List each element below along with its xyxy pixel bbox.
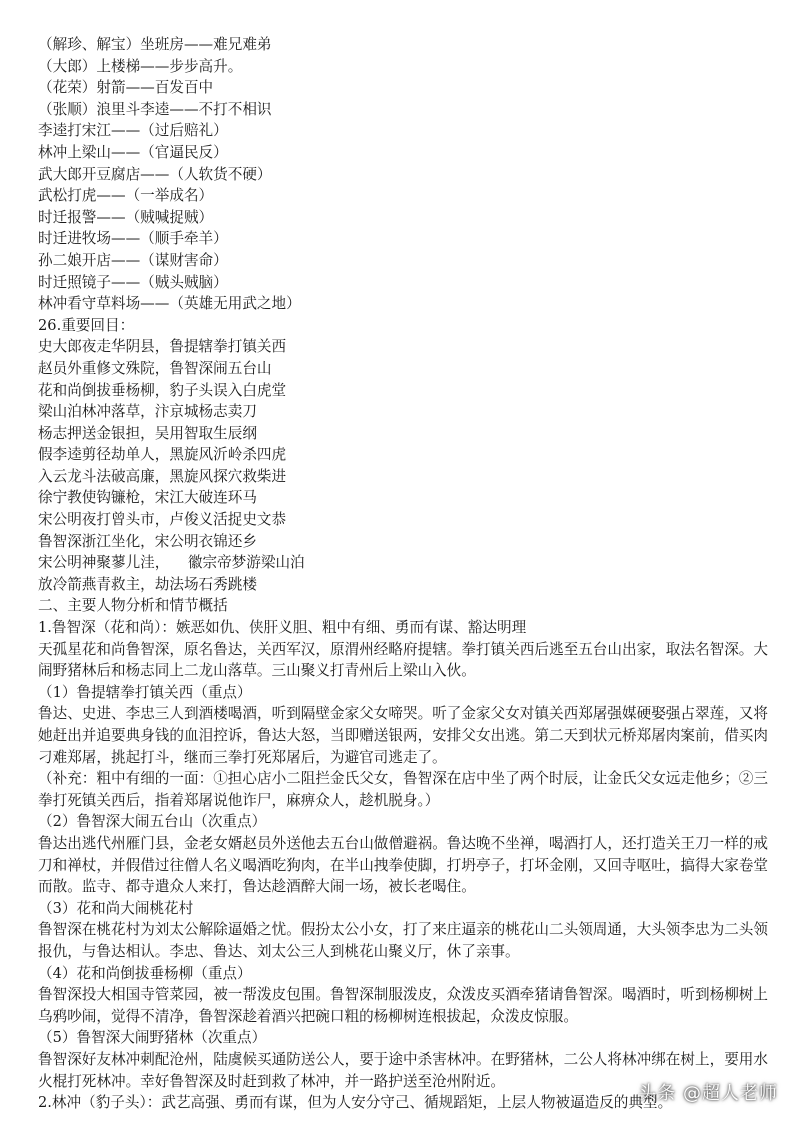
subsection-heading: （2）鲁智深大闹五台山（次重点）: [38, 813, 267, 831]
character-heading: 2.林冲（豹子头）：武艺高强、勇而有谋，但为人安分守己、循规蹈矩，上层人物被逼造反的典型。: [38, 1094, 673, 1112]
chapter-title: 入云龙斗法破高廉，黑旋风探穴救柴进: [38, 467, 287, 485]
text-line: （大郎）上楼梯——步步高升。: [38, 57, 243, 75]
subsection-heading: （3）花和尚大闹桃花村: [38, 899, 194, 917]
paragraph: 鲁达出逃代州雁门县，金老女婿赵员外送他去五台山做僧避祸。鲁达晚不坐禅，喝酒打人，还打造关王刀一样的戒刀和禅杖，并假借过往僧人名义喝酒吃狗肉，在半山拽拳使脚，打坍亭子，打坏金刚，又回寺呕吐，搞得大家卷堂而散。监寺、都寺遣众人来打，鲁达趁酒醉大闹一场，被长老喝住。: [38, 834, 768, 896]
paragraph: （补充：粗中有细的一面：①担心店小二阻拦金氏父女，鲁智深在店中坐了两个时辰，让金氏父女远走他乡；②三拳打死镇关西后，指着郑屠说他诈尸，麻痹众人，趁机脱身。）: [38, 770, 768, 809]
text-line: 时迁进牧场——（顺手牵羊）: [38, 230, 228, 248]
document-page: [38, 34, 768, 1114]
chapter-title: 鲁智深浙江坐化，宋公明衣锦还乡: [38, 532, 257, 550]
paragraph: 鲁智深投大相国寺管菜园，被一帮泼皮包围。鲁智深制服泼皮，众泼皮买酒牵猪请鲁智深。喝酒时，听到杨柳树上乌鸦吵闹，觉得不清净，鲁智深趁着酒兴把碗口粗的杨柳树连根拔起，众泼皮惊服。: [38, 986, 768, 1025]
chapter-title: 徐宁教使钩镰枪，宋江大破连环马: [38, 489, 257, 507]
paragraph: 鲁智深好友林冲刺配沧州，陆虞候买通防送公人，要于途中杀害林冲。在野猪林，二公人将林冲绑在树上，要用水火棍打死林冲。幸好鲁智深及时赶到救了林冲，并一路护送至沧州附近。: [38, 1050, 768, 1090]
character-heading: 1.鲁智深（花和尚）：嫉恶如仇、侠肝义胆、粗中有细、勇而有谋、豁达明理: [38, 619, 527, 637]
section-heading: 26.重要回目：: [38, 316, 135, 334]
paragraph: 鲁达、史进、李忠三人到酒楼喝酒，听到隔壁金家父女啼哭。听了金家父女对镇关西郑屠强媒硬娶强占翠莲，又将她赶出并追要典身钱的血泪控诉，鲁达大怒，当即赠送银两，安排父女出逃。第二天到状元桥郑屠肉案前，借买肉刁难郑屠，挑起打斗，继而三拳打死郑屠后，为避官司逃走了。: [38, 705, 768, 766]
text-line: （张顺）浪里斗李逵——不打不相识: [38, 100, 272, 118]
chapter-title: 花和尚倒拔垂杨柳，豹子头误入白虎堂: [38, 381, 287, 399]
text-line: 时迁照镜子——（贼头贼脑）: [38, 273, 228, 291]
chapter-title: 史大郎夜走华阴县，鲁提辖拳打镇关西: [38, 338, 287, 356]
text-line: 时迁报警——（贼喊捉贼）: [38, 208, 214, 226]
text-line: 林冲看守草料场——（英雄无用武之地）: [38, 295, 301, 313]
text-line: 武松打虎——（一举成名）: [38, 187, 214, 205]
subsection-heading: （4）花和尚倒拔垂杨柳（重点）: [38, 964, 252, 982]
chapter-title: 宋公明夜打曾头市，卢俊义活捉史文恭: [38, 511, 287, 529]
text-line: 武大郎开豆腐店——（人软货不硬）: [38, 165, 272, 183]
section-heading: 二、主要人物分析和情节概括: [38, 597, 228, 615]
watermark: 头条 @超人老师: [638, 1083, 778, 1104]
text-line: 林冲上梁山——（官逼民反）: [38, 143, 228, 161]
subsection-heading: （1）鲁提辖拳打镇关西（重点）: [38, 683, 252, 701]
text-line: （花荣）射箭——百发百中: [38, 79, 214, 97]
chapter-title: 杨志押送金银担，吴用智取生辰纲: [38, 424, 257, 442]
text-line: 李逵打宋江——（过后赔礼）: [38, 122, 228, 140]
paragraph: 鲁智深在桃花村为刘太公解除逼婚之忧。假扮太公小女，打了来庄逼亲的桃花山二头领周通，大头领李忠为二头领报仇，与鲁达相认。李忠、鲁达、刘太公三人到桃花山聚义厅，休了亲事。: [38, 921, 768, 960]
paragraph: 天孤星花和尚鲁智深，原名鲁达，关西军汉，原渭州经略府提辖。拳打镇关西后逃至五台山出家，取法名智深。大闹野猪林后和杨志同上二龙山落草。三山聚义打青州后上梁山入伙。: [38, 640, 768, 680]
chapter-title: 放冷箭燕青救主，劫法场石秀跳楼: [38, 575, 257, 593]
chapter-title: 宋公明神聚蓼儿洼， 徽宗帝梦游梁山泊: [38, 554, 305, 572]
text-line: （解珍、解宝）坐班房——难兄难弟: [38, 36, 272, 53]
chapter-title: 赵员外重修文殊院，鲁智深闹五台山: [38, 359, 272, 377]
chapter-title: 假李逵剪径劫单人，黑旋风沂岭杀四虎: [38, 446, 287, 464]
subsection-heading: （5）鲁智深大闹野猪林（次重点）: [38, 1029, 267, 1047]
text-line: 孙二娘开店——（谋财害命）: [38, 251, 228, 269]
chapter-title: 梁山泊林冲落草，汴京城杨志卖刀: [38, 403, 257, 421]
